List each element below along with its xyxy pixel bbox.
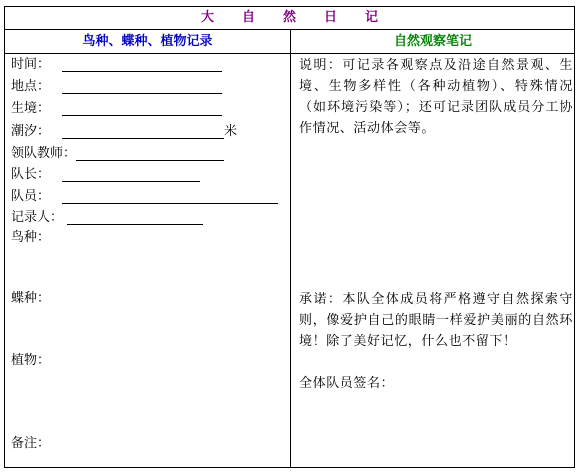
time-field	[11, 55, 222, 75]
time-blank[interactable]	[62, 57, 222, 72]
tide-unit: 米	[224, 124, 238, 139]
plants-label: 植物：	[11, 353, 51, 368]
birds-label: 鸟种：	[11, 230, 51, 245]
signature-label: 全体队员签名：	[299, 376, 395, 391]
notes-field	[11, 434, 50, 454]
place-blank[interactable]	[62, 79, 222, 94]
plants-field	[11, 351, 50, 371]
right-column-header: 自然观察笔记	[393, 34, 472, 49]
place-field	[11, 77, 222, 97]
time-label: 时间：	[11, 57, 51, 72]
members-label: 队员：	[11, 189, 51, 204]
recorder-label: 记录人：	[11, 210, 64, 225]
habitat-field	[11, 99, 222, 119]
place-label: 地点：	[11, 79, 51, 94]
left-column-header: 鸟种、蝶种、植物记录	[82, 34, 213, 49]
record-column	[11, 55, 287, 465]
butterflies-label: 蝶种：	[11, 291, 51, 306]
habitat-blank[interactable]	[62, 101, 222, 116]
teacher-blank[interactable]	[76, 146, 224, 161]
title-char: 大	[200, 10, 214, 25]
column-divider	[290, 30, 291, 468]
recorder-blank[interactable]	[67, 210, 203, 225]
page-title	[5, 7, 574, 30]
title-char: 然	[282, 10, 296, 25]
butterflies-field	[11, 289, 50, 309]
description-text: 说明：可记录各观察点及沿途自然景观、生境、生物多样性（各种动植物）、特殊情况（如环境污染等）；还可记录团队成员分工协作情况、活动体会等。	[299, 58, 573, 136]
tide-label: 潮汐：	[11, 124, 51, 139]
nature-diary-table	[4, 6, 575, 468]
habitat-label: 生境：	[11, 101, 51, 116]
teacher-field	[11, 144, 224, 164]
tide-field	[11, 122, 237, 142]
title-char: 日	[324, 10, 338, 25]
teacher-label: 领队教师：	[11, 146, 77, 161]
members-blank[interactable]	[62, 189, 278, 204]
birds-field	[11, 228, 50, 248]
title-char: 自	[241, 10, 255, 25]
leader-blank[interactable]	[62, 167, 200, 182]
notes-label: 备注：	[11, 436, 51, 451]
tide-blank[interactable]	[62, 124, 224, 139]
pledge-text: 承诺：本队全体成员将严格遵守自然探索守则，像爱护自己的眼睛一样爱护美丽的自然环境！除了美好记忆，什么也不留下！	[299, 292, 573, 349]
leader-field	[11, 165, 200, 185]
members-field	[11, 187, 278, 207]
leader-label: 队长：	[11, 167, 51, 182]
title-char: 记	[365, 10, 379, 25]
recorder-field	[11, 208, 203, 228]
